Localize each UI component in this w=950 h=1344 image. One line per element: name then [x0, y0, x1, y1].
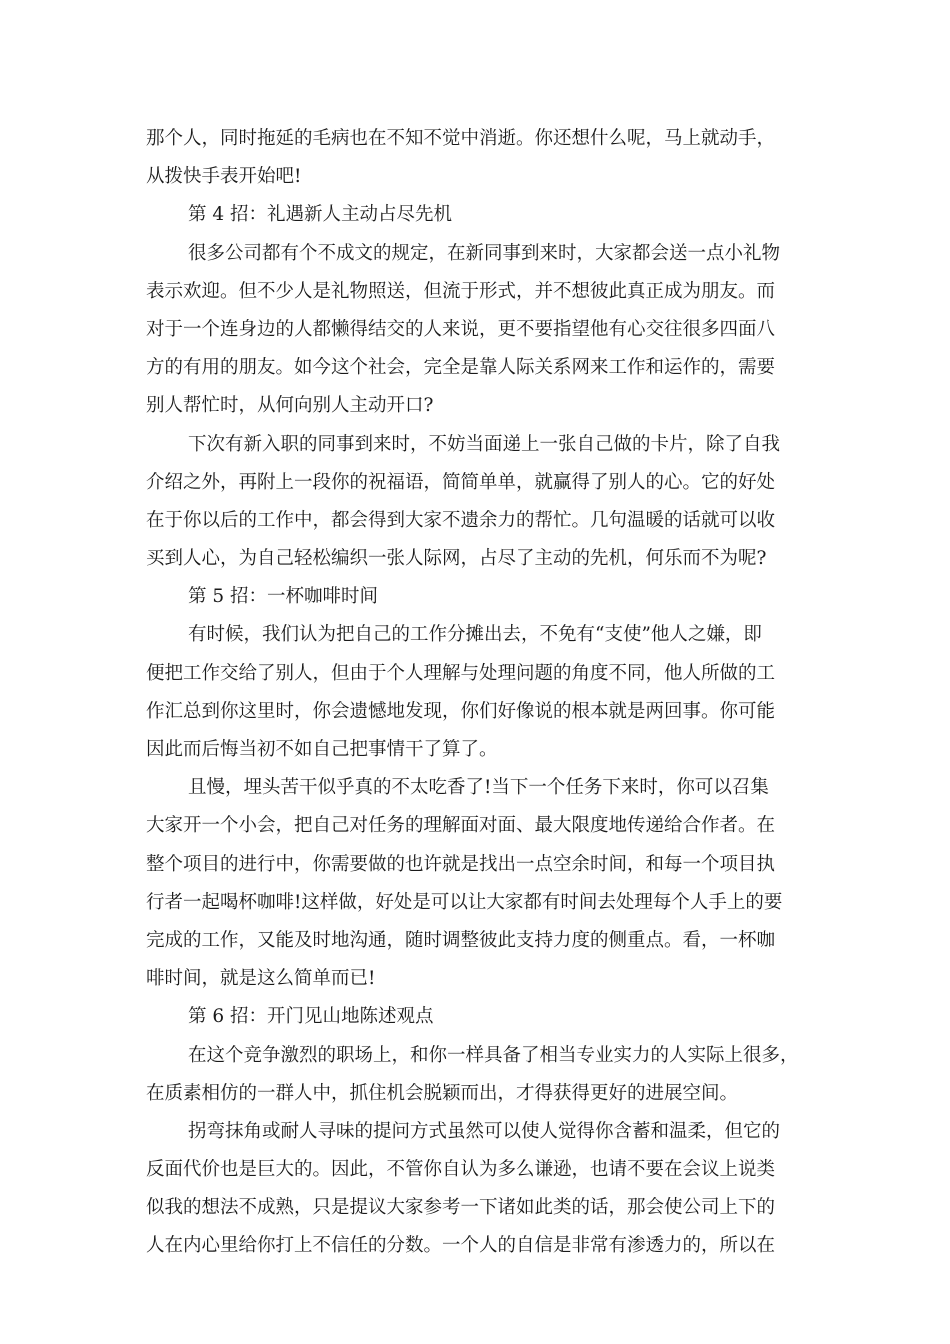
text-line: 因此而后悔当初不如自己把事情干了算了。 [146, 739, 498, 760]
text-line: 在质素相仿的一群人中，抓住机会脱颖而出，才得获得更好的进展空间。 [146, 1082, 739, 1104]
text-line: 第 4 招：礼遇新人主动占尽先机 [188, 204, 453, 226]
text-line: 从拨快手表开始吧! [146, 166, 302, 188]
text-line: 完成的工作，又能及时地沟通，随时调整彼此支持力度的侧重点。看，一杯咖 [146, 929, 776, 951]
text-line: 对于一个连身边的人都懒得结交的人来说，更不要指望他有心交往很多四面八 [146, 318, 776, 340]
text-line: 那个人，同时拖延的毛病也在不知不觉中消逝。你还想什么呢，马上就动手， [146, 128, 776, 149]
text-line: 拐弯抹角或耐人寻味的提问方式虽然可以使人觉得你含蓄和温柔，但它的 [188, 1120, 781, 1142]
text-line: 在于你以后的工作中，都会得到大家不遗余力的帮忙。几句温暖的话就可以收 [146, 509, 776, 531]
text-line: 整个项目的进行中，你需要做的也许就是找出一点空余时间，和每一个项目执 [146, 853, 776, 875]
document-body [146, 120, 818, 1266]
text-line: 反面代价也是巨大的。因此，不管你自认为多么谦逊，也请不要在会议上说类 [146, 1159, 776, 1181]
text-line: 在这个竞争激烈的职场上，和你一样具备了相当专业实力的人实际上很多， [188, 1044, 799, 1066]
text-line: 且慢，埋头苦干似乎真的不太吃香了!当下一个任务下来时，你可以召集 [188, 777, 769, 799]
text-line: 便把工作交给了别人，但由于个人理解与处理问题的角度不同，他人所做的工 [146, 662, 776, 684]
text-line: 第 6 招：开门见山地陈述观点 [188, 1006, 434, 1028]
text-line: 别人帮忙时，从何向别人主动开口? [146, 395, 434, 417]
text-line: 第 5 招：一杯咖啡时间 [188, 586, 379, 608]
text-line: 行者一起喝杯咖啡!这样做，好处是可以让大家都有时间去处理每个人手上的要 [146, 891, 783, 913]
text-line: 方的有用的朋友。如今这个社会，完全是靠人际关系网来工作和运作的，需要 [146, 357, 776, 379]
text-line: 啡时间，就是这么简单而已! [146, 968, 376, 990]
text-line: 介绍之外，再附上一段你的祝福语，简简单单，就赢得了别人的心。它的好处 [146, 471, 776, 493]
text-line: 有时候，我们认为把自己的工作分摊出去，不免有“支使”他人之嫌，即 [188, 624, 762, 646]
text-line: 买到人心，为自己轻松编织一张人际网，占尽了主动的先机，何乐而不为呢? [146, 548, 767, 570]
text-line: 作汇总到你这里时，你会遗憾地发现，你们好像说的根本就是两回事。你可能 [146, 700, 776, 722]
text-line: 人在内心里给你打上不信任的分数。一个人的自信是非常有渗透力的，所以在 [146, 1235, 776, 1257]
text-line: 下次有新入职的同事到来时，不妨当面递上一张自己做的卡片，除了自我 [188, 433, 781, 455]
text-line: 大家开一个小会，把自己对任务的理解面对面、最大限度地传递给合作者。在 [146, 815, 776, 837]
text-line: 很多公司都有个不成文的规定，在新同事到来时，大家都会送一点小礼物 [188, 242, 781, 264]
text-line: 表示欢迎。但不少人是礼物照送，但流于形式，并不想彼此真正成为朋友。而 [146, 280, 776, 302]
text-line: 似我的想法不成熟，只是提议大家参考一下诸如此类的话，那会使公司上下的 [146, 1197, 776, 1219]
